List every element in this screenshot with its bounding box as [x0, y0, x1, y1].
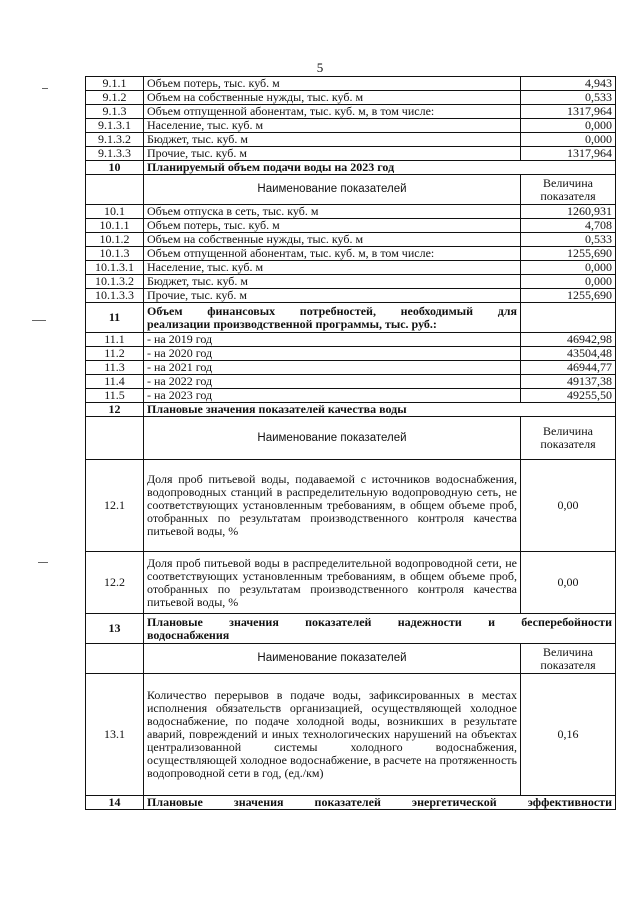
section-title-line1: Объем финансовых потребностей, необходимый для [147, 303, 517, 318]
header-name: Наименование показателей [144, 417, 521, 460]
section-title-line2: водоснабжения [147, 627, 230, 642]
row-value: 0,00 [521, 460, 616, 552]
table-row [86, 105, 616, 119]
table-row [86, 275, 616, 289]
row-code: 11.3 [86, 361, 144, 375]
section-row [86, 303, 616, 333]
section-code: 14 [86, 796, 144, 810]
header-value: Величина показателя [521, 417, 616, 460]
header-value: Величина показателя [521, 644, 616, 674]
row-value: 1255,690 [521, 289, 616, 303]
row-text: Количество перерывов в подаче воды, зафиксированных в местах исполнения обязательств организацией, осуществляющей холодное водоснабжение, по подаче холодной воды, возникших в результате аварий, повреждений и иных технологических нарушений на объектах централизованной системы холодного водоснабжения, осуществляющей холодное водоснабжение, в расчете на протяженность водопроводной сети в год, (ед./км) [144, 674, 521, 796]
row-value: 0,00 [521, 552, 616, 614]
row-name: Объем отпущенной абонентам, тыс. куб. м, в том числе: [144, 105, 521, 119]
table-row [86, 205, 616, 219]
section-title: Плановые значения показателей качества воды [144, 403, 616, 417]
row-value: 0,533 [521, 233, 616, 247]
section-row [86, 403, 616, 417]
row-value: 1260,931 [521, 205, 616, 219]
row-name: - на 2023 год [144, 389, 521, 403]
row-code: 10.1 [86, 205, 144, 219]
row-value: 1317,964 [521, 105, 616, 119]
table-row [86, 77, 616, 91]
table-row [86, 147, 616, 161]
row-name: Бюджет, тыс. куб. м [144, 275, 521, 289]
row-name: Население, тыс. куб. м [144, 119, 521, 133]
table-row [86, 333, 616, 347]
row-value: 0,000 [521, 133, 616, 147]
row-code: 13.1 [86, 674, 144, 796]
row-text: Доля проб питьевой воды, подаваемой с источников водоснабжения, водопроводных станций в распределительную водопроводную сеть, не соответствующих установленным требованиям, в общем объеме проб, отобранных по результатам производственного контроля качества питьевой воды, % [144, 460, 521, 552]
section-row [86, 161, 616, 175]
section-title: Плановые значения показателей энергетической эффективности [144, 796, 616, 810]
row-name: Объем на собственные нужды, тыс. куб. м [144, 91, 521, 105]
row-code: 9.1.3 [86, 105, 144, 119]
row-name: Объем потерь, тыс. куб. м [144, 77, 521, 91]
header-blank [86, 417, 144, 460]
table-row [86, 119, 616, 133]
row-value: 4,708 [521, 219, 616, 233]
row-code: 12.2 [86, 552, 144, 614]
row-code: 11.5 [86, 389, 144, 403]
header-blank [86, 644, 144, 674]
section-title-line2: реализации производственной программы, тыс. руб.: [147, 316, 437, 331]
table-row [86, 233, 616, 247]
table-row [86, 389, 616, 403]
row-code: 10.1.3.2 [86, 275, 144, 289]
row-value: 1255,690 [521, 247, 616, 261]
row-name: Прочие, тыс. куб. м [144, 147, 521, 161]
table-row [86, 552, 616, 614]
table-row [86, 91, 616, 105]
row-name: Прочие, тыс. куб. м [144, 289, 521, 303]
table-row [86, 261, 616, 275]
row-name: Объем отпущенной абонентам, тыс. куб. м, в том числе: [144, 247, 521, 261]
margin-mark-lower [38, 562, 48, 563]
table-row [86, 347, 616, 361]
table-row [86, 674, 616, 796]
row-value: 49137,38 [521, 375, 616, 389]
section-row [86, 614, 616, 644]
margin-mark-middle [32, 320, 46, 321]
row-code: 11.4 [86, 375, 144, 389]
row-value: 1317,964 [521, 147, 616, 161]
row-text: Доля проб питьевой воды в распределительной водопроводной сети, не соответствующих установленным требованиям, в общем объеме проб, отобранных по результатам производственного контроля качества питьевой воды, % [144, 552, 521, 614]
row-name: Бюджет, тыс. куб. м [144, 133, 521, 147]
table-row [86, 247, 616, 261]
section-row [86, 796, 616, 810]
row-name: - на 2019 год [144, 333, 521, 347]
row-value: 0,000 [521, 119, 616, 133]
row-value: 43504,48 [521, 347, 616, 361]
section-code: 11 [86, 303, 144, 333]
table-row [86, 219, 616, 233]
row-code: 9.1.3.3 [86, 147, 144, 161]
header-name: Наименование показателей [144, 175, 521, 205]
header-row [86, 175, 616, 205]
row-name: - на 2020 год [144, 347, 521, 361]
indicators-table [85, 76, 616, 810]
section-title [144, 614, 616, 644]
section-code: 10 [86, 161, 144, 175]
row-code: 9.1.1 [86, 77, 144, 91]
row-name: Население, тыс. куб. м [144, 261, 521, 275]
header-row [86, 417, 616, 460]
section-value-blank [521, 303, 616, 333]
margin-mark-top [42, 88, 48, 89]
row-name: - на 2021 год [144, 361, 521, 375]
row-value: 46944,77 [521, 361, 616, 375]
row-code: 11.2 [86, 347, 144, 361]
row-value: 0,000 [521, 275, 616, 289]
section-code: 12 [86, 403, 144, 417]
table-row [86, 133, 616, 147]
row-code: 11.1 [86, 333, 144, 347]
row-value: 4,943 [521, 77, 616, 91]
table-row [86, 289, 616, 303]
row-value: 46942,98 [521, 333, 616, 347]
row-value: 0,000 [521, 261, 616, 275]
row-name: - на 2022 год [144, 375, 521, 389]
table-row [86, 460, 616, 552]
table-row [86, 375, 616, 389]
row-value: 0,16 [521, 674, 616, 796]
row-code: 10.1.1 [86, 219, 144, 233]
header-blank [86, 175, 144, 205]
row-code: 9.1.3.2 [86, 133, 144, 147]
row-name: Объем отпуска в сеть, тыс. куб. м [144, 205, 521, 219]
section-title [144, 303, 521, 333]
row-name: Объем на собственные нужды, тыс. куб. м [144, 233, 521, 247]
row-code: 10.1.3.1 [86, 261, 144, 275]
row-code: 10.1.3 [86, 247, 144, 261]
row-name: Объем потерь, тыс. куб. м [144, 219, 521, 233]
header-value: Величина показателя [521, 175, 616, 205]
page-number: 5 [316, 60, 324, 75]
table-row [86, 361, 616, 375]
section-title: Планируемый объем подачи воды на 2023 год [144, 161, 616, 175]
row-code: 12.1 [86, 460, 144, 552]
row-code: 9.1.2 [86, 91, 144, 105]
header-name: Наименование показателей [144, 644, 521, 674]
row-code: 9.1.3.1 [86, 119, 144, 133]
row-value: 0,533 [521, 91, 616, 105]
section-code: 13 [86, 614, 144, 644]
row-code: 10.1.2 [86, 233, 144, 247]
section-title-line1: Плановые значения показателей надежности и бесперебойности [147, 614, 612, 629]
header-row [86, 644, 616, 674]
row-code: 10.1.3.3 [86, 289, 144, 303]
row-value: 49255,50 [521, 389, 616, 403]
